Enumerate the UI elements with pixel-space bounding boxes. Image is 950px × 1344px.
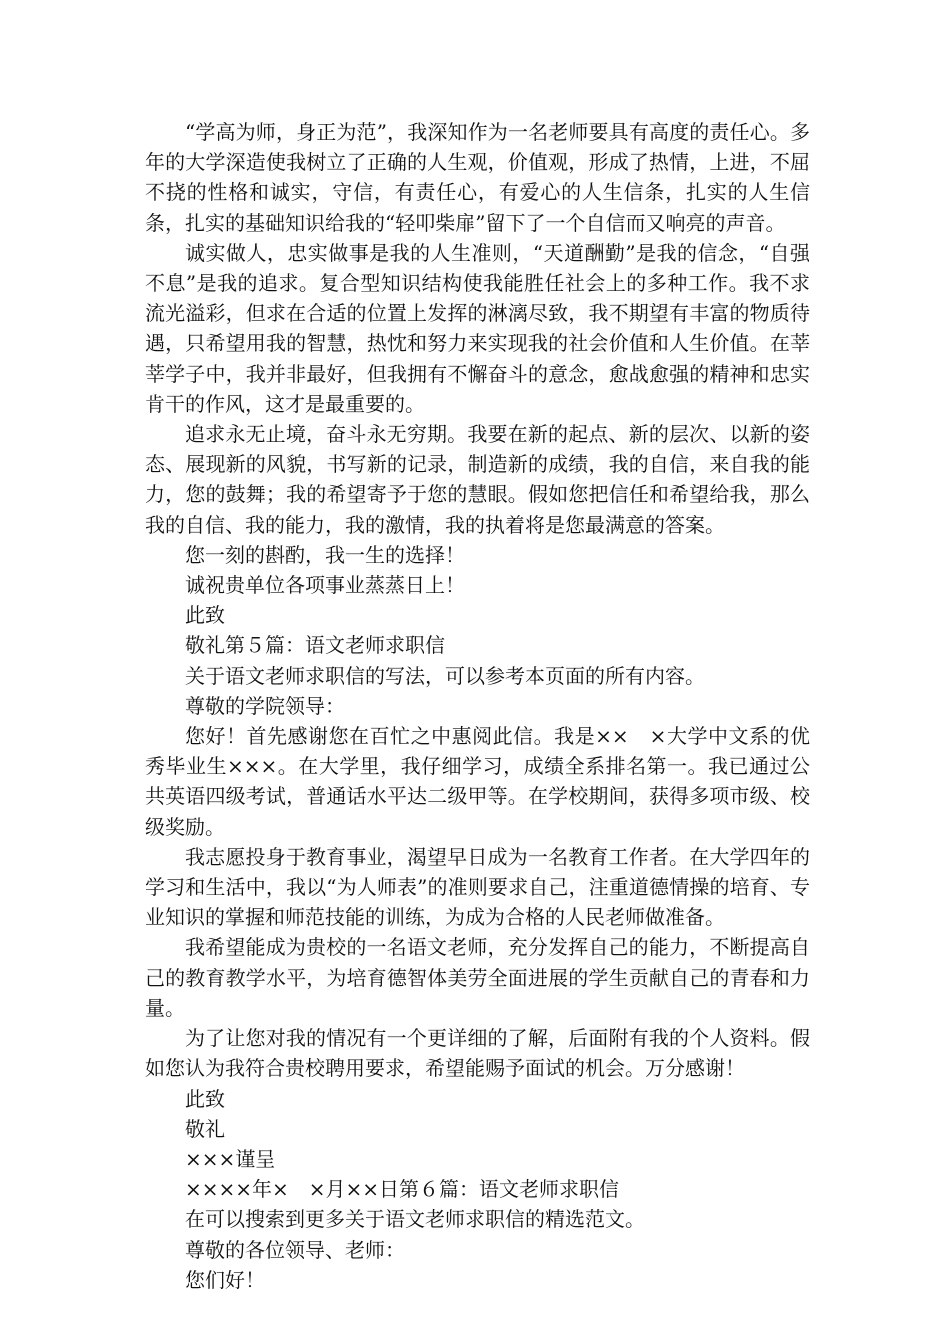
paragraph: 您一刻的斟酌，我一生的选择！ — [185, 542, 465, 567]
paragraph: 您们好！ — [185, 1267, 265, 1292]
paragraph: 我志愿投身于教育事业，渴望早日成为一名教育工作者。在大学四年的学习和生活中，我以“为人师表”的准则要求自己，注重道德情操的培育、专业知识的掌握和师范技能的训练，为成为合格的人民老师做准备。 — [145, 844, 810, 930]
signature: ×××谨呈 — [185, 1146, 276, 1171]
salutation: 尊敬的各位领导、老师： — [185, 1237, 405, 1262]
paragraph: 追求永无止境，奋斗永无穷期。我要在新的起点、新的层次、以新的姿态、展现新的风貌，书写新的记录，制造新的成绩，我的自信，来自我的能力，您的鼓舞；我的希望寄予于您的慧眼。假如您把信任和希望给我，那么我的自信、我的能力，我的激情，我的执着将是您最满意的答案。 — [145, 422, 810, 537]
paragraph: 为了让您对我的情况有一个更详细的了解，后面附有我的个人资料。假如您认为我符合贵校聘用要求，希望能赐予面试的机会。万分感谢！ — [145, 1026, 810, 1081]
paragraph: 在可以搜索到更多关于语文老师求职信的精选范文。 — [185, 1207, 645, 1232]
paragraph: 您好！首先感谢您在百忙之中惠阅此信。我是×× ×大学中文系的优秀毕业生×××。在大学里，我仔细学习，成绩全系排名第一。我已通过公共英语四级考试，普通话水平达二级甲等。在学校期间，获得多项市级、校级奖励。 — [145, 724, 810, 839]
section-heading: ××××年× ×月××日第６篇：语文老师求职信 — [185, 1177, 620, 1202]
document-body — [145, 117, 810, 1295]
paragraph: 关于语文老师求职信的写法，可以参考本页面的所有内容。 — [185, 663, 705, 688]
paragraph: 诚祝贵单位各项事业蒸蒸日上！ — [185, 573, 465, 598]
section-heading: 敬礼第５篇：语文老师求职信 — [185, 633, 445, 658]
paragraph: 我希望能成为贵校的一名语文老师，充分发挥自己的能力，不断提高自己的教育教学水平，为培育德智体美劳全面进展的学生贡献自己的青春和力量。 — [145, 935, 810, 1020]
closing: 此致 — [185, 1086, 225, 1111]
closing: 敬礼 — [185, 1116, 225, 1141]
paragraph: 此致 — [185, 603, 225, 628]
paragraph: 诚实做人，忠实做事是我的人生准则，“天道酬勤”是我的信念，“自强不息”是我的追求。复合型知识结构使我能胜任社会上的多种工作。我不求流光溢彩，但求在合适的位置上发挥的淋漓尽致，我不期望有丰富的物质待遇，只希望用我的智慧，热忱和努力来实现我的社会价值和人生价值。在莘莘学子中，我并非最好，但我拥有不懈奋斗的意念，愈战愈强的精神和忠实肯干的作风，这才是最重要的。 — [145, 240, 810, 416]
salutation: 尊敬的学院领导： — [185, 693, 345, 718]
paragraph: “学高为师，身正为范”，我深知作为一名老师要具有高度的责任心。多年的大学深造使我树立了正确的人生观，价值观，形成了热情，上进，不屈不挠的性格和诚实，守信，有责任心，有爱心的人生信条，扎实的人生信条，扎实的基础知识给我的“轻叩柴扉”留下了一个自信而又响亮的声音。 — [145, 120, 810, 235]
